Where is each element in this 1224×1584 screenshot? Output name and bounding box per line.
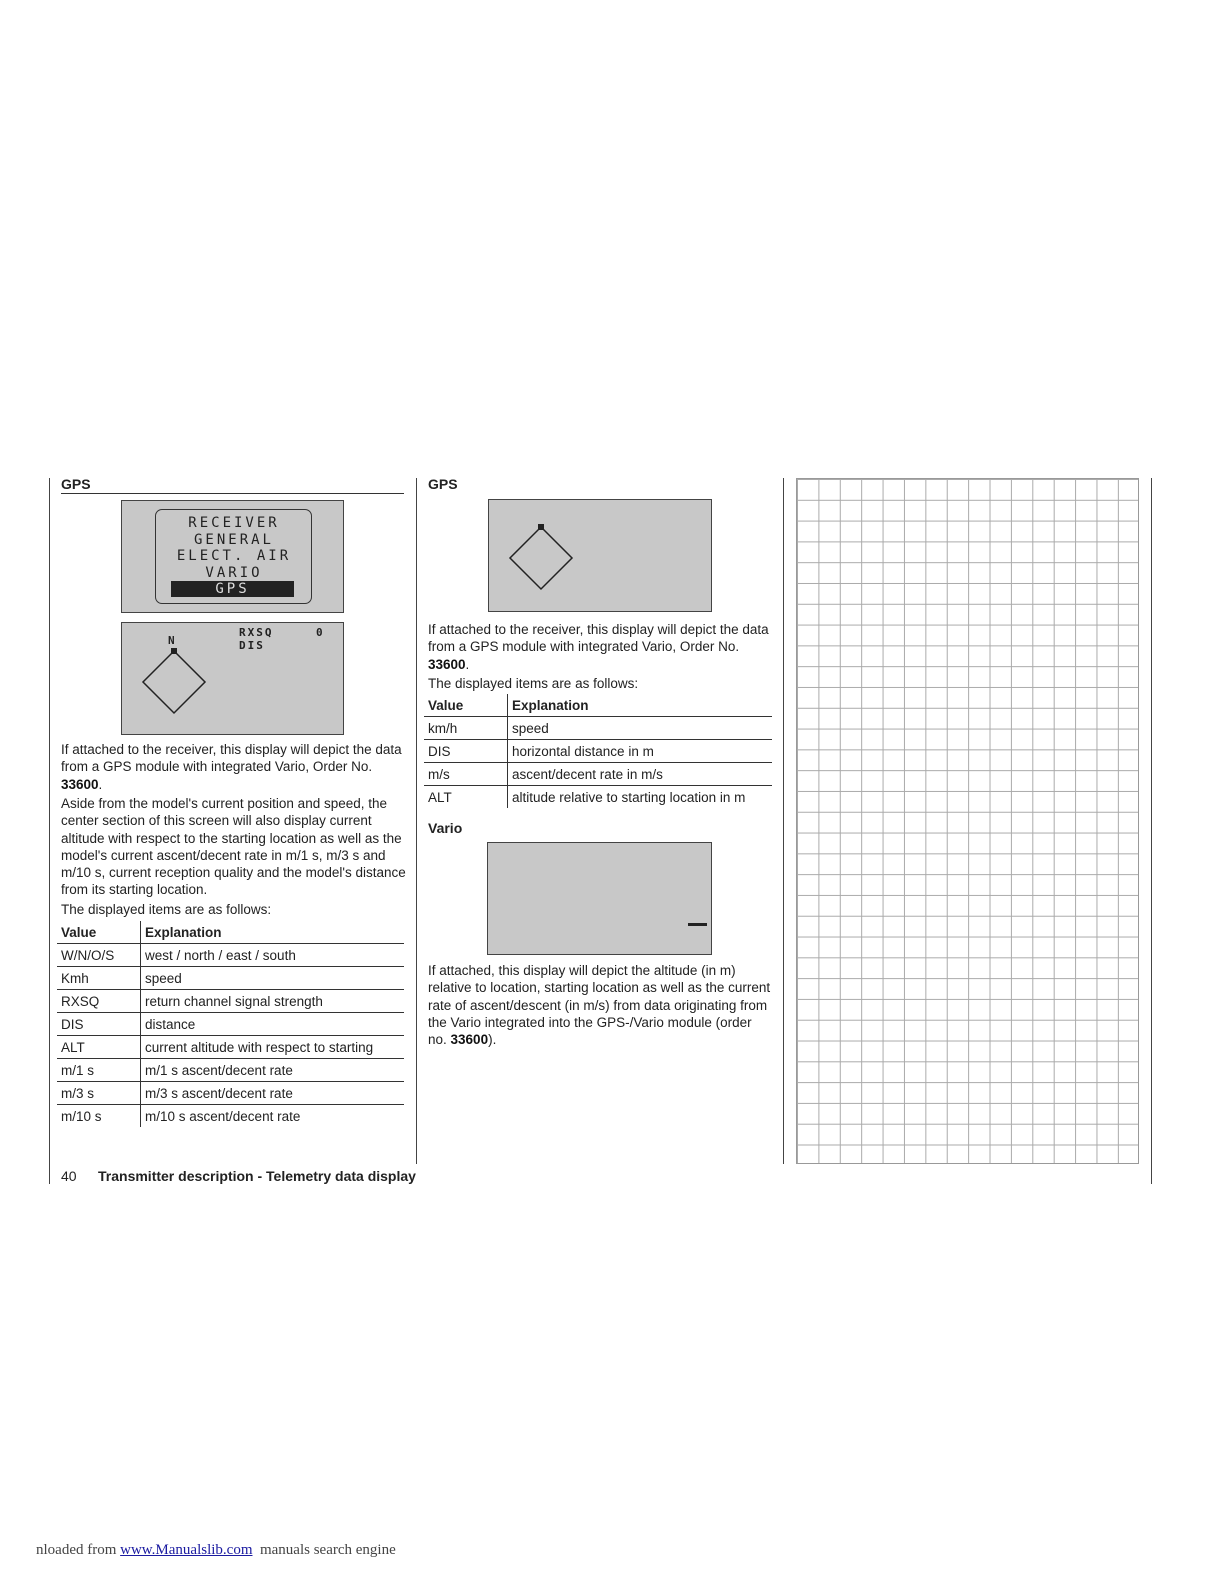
vario-heading: Vario: [428, 820, 463, 836]
left-values-table: [57, 921, 404, 1127]
table-cell: m/10 s ascent/decent rate: [141, 1105, 405, 1128]
table-cell: return channel signal strength: [141, 990, 405, 1013]
left-heading: GPS: [61, 476, 91, 492]
dis-label: DIS: [239, 639, 265, 652]
manualslib-link[interactable]: www.Manualslib.com: [120, 1542, 253, 1558]
table-header: Explanation: [508, 694, 773, 717]
menu-screen: [121, 500, 344, 613]
center-column-rule: [416, 478, 417, 1164]
table-row: [424, 717, 772, 740]
section-title: Transmitter description - Telemetry data display: [98, 1168, 416, 1184]
middle-heading: GPS: [428, 476, 458, 492]
table-cell: DIS: [424, 740, 508, 763]
table-cell: current altitude with respect to starting: [141, 1036, 405, 1059]
table-row: [424, 763, 772, 786]
table-cell: speed: [141, 967, 405, 990]
table-row: [57, 967, 404, 990]
table-row: [424, 786, 772, 809]
table-cell: W/N/O/S: [57, 944, 141, 967]
table-cell: ALT: [424, 786, 508, 809]
gps-screen-left: [121, 622, 344, 735]
table-cell: distance: [141, 1013, 405, 1036]
table-cell: altitude relative to starting location in m: [508, 786, 773, 809]
order-number: 33600: [428, 656, 466, 672]
table-cell: m/3 s ascent/decent rate: [141, 1082, 405, 1105]
menu-list: [155, 515, 313, 581]
vario-cursor: [688, 923, 707, 926]
table-cell: Kmh: [57, 967, 141, 990]
table-header-row: [424, 694, 772, 717]
table-cell: ascent/decent rate in m/s: [508, 763, 773, 786]
compass-diamond: [139, 647, 209, 717]
table-header: Value: [424, 694, 508, 717]
table-cell: m/s: [424, 763, 508, 786]
right-column-rule: [783, 478, 784, 1164]
notes-grid: [796, 478, 1139, 1164]
left-column-rule: [49, 478, 50, 1184]
table-cell: m/1 s ascent/decent rate: [141, 1059, 405, 1082]
table-row: [424, 740, 772, 763]
compass-diamond: [506, 523, 576, 593]
vario-paragraph: If attached, this display will depict the altitude (in m) relative to location, starting location as well as the current rate of ascent/descent (in m/s) from data originating from the Vario integrated into the GPS-/Vario module (order no. 33600).: [428, 963, 771, 1048]
middle-paragraph-2: The displayed items are as follows:: [428, 676, 639, 691]
rxsq-value: 0: [316, 626, 323, 639]
order-number: 33600: [450, 1032, 489, 1048]
table-header: Explanation: [141, 921, 405, 944]
table-cell: RXSQ: [57, 990, 141, 1013]
table-header: Value: [57, 921, 141, 944]
table-cell: ALT: [57, 1036, 141, 1059]
left-paragraph-1: If attached to the receiver, this display will depict the data from a GPS module with integrated Vario, Order No. 33600.: [61, 742, 402, 792]
table-row: [57, 1013, 404, 1036]
table-cell: m/3 s: [57, 1082, 141, 1105]
gps-screen-middle: [488, 499, 712, 612]
table-header-row: [57, 921, 404, 944]
middle-values-table: [424, 694, 772, 808]
menu-item[interactable]: GENERAL: [193, 531, 274, 548]
left-paragraph-3: The displayed items are as follows:: [61, 902, 272, 917]
table-cell: m/1 s: [57, 1059, 141, 1082]
menu-item[interactable]: RECEIVER: [188, 515, 280, 531]
rxsq-label: RXSQ: [239, 626, 274, 639]
table-row: [57, 1082, 404, 1105]
table-row: [57, 1105, 404, 1128]
north-label: N: [168, 634, 175, 647]
menu-item[interactable]: VARIO: [205, 564, 263, 581]
table-cell: DIS: [57, 1013, 141, 1036]
table-cell: km/h: [424, 717, 508, 740]
table-row: [57, 1059, 404, 1082]
middle-paragraph-1: If attached to the receiver, this display will depict the data from a GPS module with integrated Vario, Order No. 33600.: [428, 622, 769, 672]
order-number: 33600: [61, 776, 99, 792]
menu-item-selected[interactable]: GPS: [171, 581, 294, 597]
table-row: [57, 944, 404, 967]
vario-screen: [487, 842, 712, 955]
far-right-rule: [1151, 478, 1152, 1184]
left-paragraph-2: Aside from the model's current position and speed, the center section of this screen will also display current altitude with respect to the starting location as well as the model's current ascent/decent rate in m/1 s, m/3 s and m/10 s, current reception quality and the model's distance from its starting location.: [61, 796, 406, 898]
table-row: [57, 990, 404, 1013]
menu-item[interactable]: ELECT. AIR: [176, 548, 292, 564]
table-cell: speed: [508, 717, 773, 740]
download-notice: nloaded from www.Manualslib.com manuals search engine: [36, 1542, 396, 1558]
table-cell: m/10 s: [57, 1105, 141, 1128]
table-cell: west / north / east / south: [141, 944, 405, 967]
page-number: 40: [61, 1168, 77, 1184]
table-row: [57, 1036, 404, 1059]
left-heading-rule: [61, 493, 404, 494]
table-cell: horizontal distance in m: [508, 740, 773, 763]
